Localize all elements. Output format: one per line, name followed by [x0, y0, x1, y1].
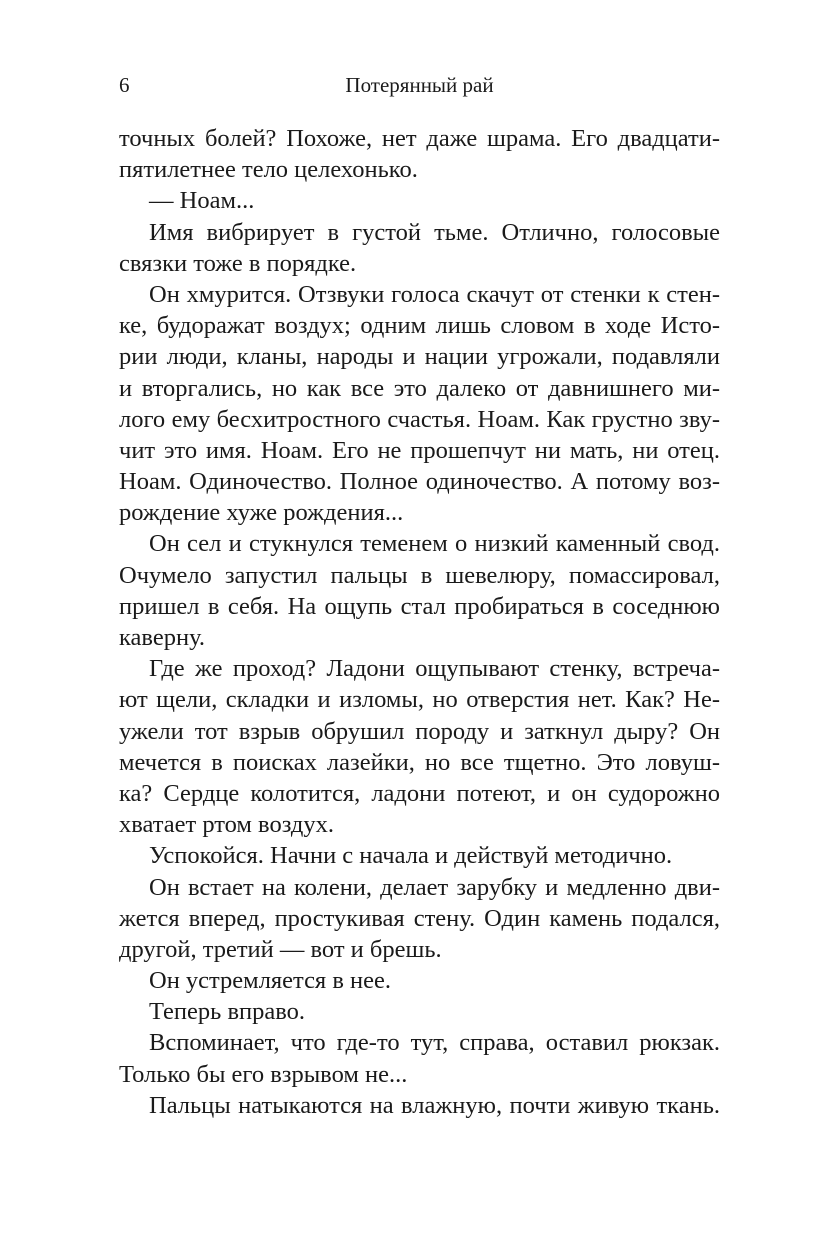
text-line: другой, третий — вот и брешь. [119, 935, 442, 963]
text-line: точных болей? Похоже, нет даже шрама. Его двадцати- [119, 125, 720, 152]
text-line: Пальцы натыкаются на влажную, почти живую ткань. [149, 1091, 720, 1119]
text-line: Очумело запустил пальцы в шевелюру, помассировал, [119, 561, 720, 589]
text-line: лого ему бесхитростного счастья. Ноам. Как грустно зву- [119, 405, 720, 433]
text-line: ка? Сердце колотится, ладони потеют, и он судорожно [119, 779, 720, 807]
text-line: Он сел и стукнулся теменем о низкий каменный свод. [149, 530, 720, 558]
text-line: каверну. [119, 624, 205, 651]
text-line: чит это имя. Ноам. Его не прошепчут ни мать, ни отец. [119, 436, 720, 464]
text-line: ужели тот взрыв обрушил породу и заткнул дыру? Он [119, 717, 720, 745]
text-line: пришел в себя. На ощупь стал пробираться в соседнюю [119, 592, 720, 620]
text-line: ют щели, складки и изломы, но отверстия нет. Как? Не- [119, 686, 720, 714]
text-line: Он встает на колени, делает зарубку и медленно дви- [149, 873, 720, 901]
running-title: Потерянный рай [345, 73, 494, 97]
text-line: связки тоже в порядке. [119, 249, 357, 277]
text-line: Имя вибрирует в густой тьме. Отлично, голосовые [149, 218, 720, 246]
text-line: ке, будоражат воздух; одним лишь словом в ходе Исто- [119, 312, 720, 340]
text-line: хватает ртом воздух. [119, 811, 335, 839]
text-line: жется вперед, простукивая стену. Один камень подался, [119, 904, 720, 932]
page-number: 6 [119, 73, 130, 97]
page-header [119, 68, 720, 102]
text-line: рождение хуже рождения... [119, 499, 404, 527]
text-line: Он устремляется в нее. [149, 967, 392, 995]
text-line: мечется в поисках лазейки, но все тщетно. Это ловуш- [119, 748, 720, 776]
text-line: Он хмурится. Отзвуки голоса скачут от стенки к стен- [149, 280, 720, 308]
text-line: пятилетнее тело целехонько. [119, 156, 418, 184]
text-line: Только бы его взрывом не... [119, 1060, 408, 1088]
text-line: и вторгались, но как все это далеко от давнишнего ми- [119, 374, 720, 402]
text-line: Успокойся. Начни с начала и действуй методично. [149, 842, 673, 870]
text-line: Теперь вправо. [149, 998, 306, 1026]
body-text [119, 123, 720, 1121]
text-line: рии люди, кланы, народы и нации угрожали, подавляли [119, 343, 720, 371]
text-line: Вспоминает, что где-то тут, справа, оставил рюкзак. [149, 1029, 720, 1057]
text-line: — Ноам... [149, 187, 255, 215]
text-line: Ноам. Одиночество. Полное одиночество. А потому воз- [119, 468, 720, 496]
text-line: Где же проход? Ладони ощупывают стенку, встреча- [149, 655, 720, 683]
